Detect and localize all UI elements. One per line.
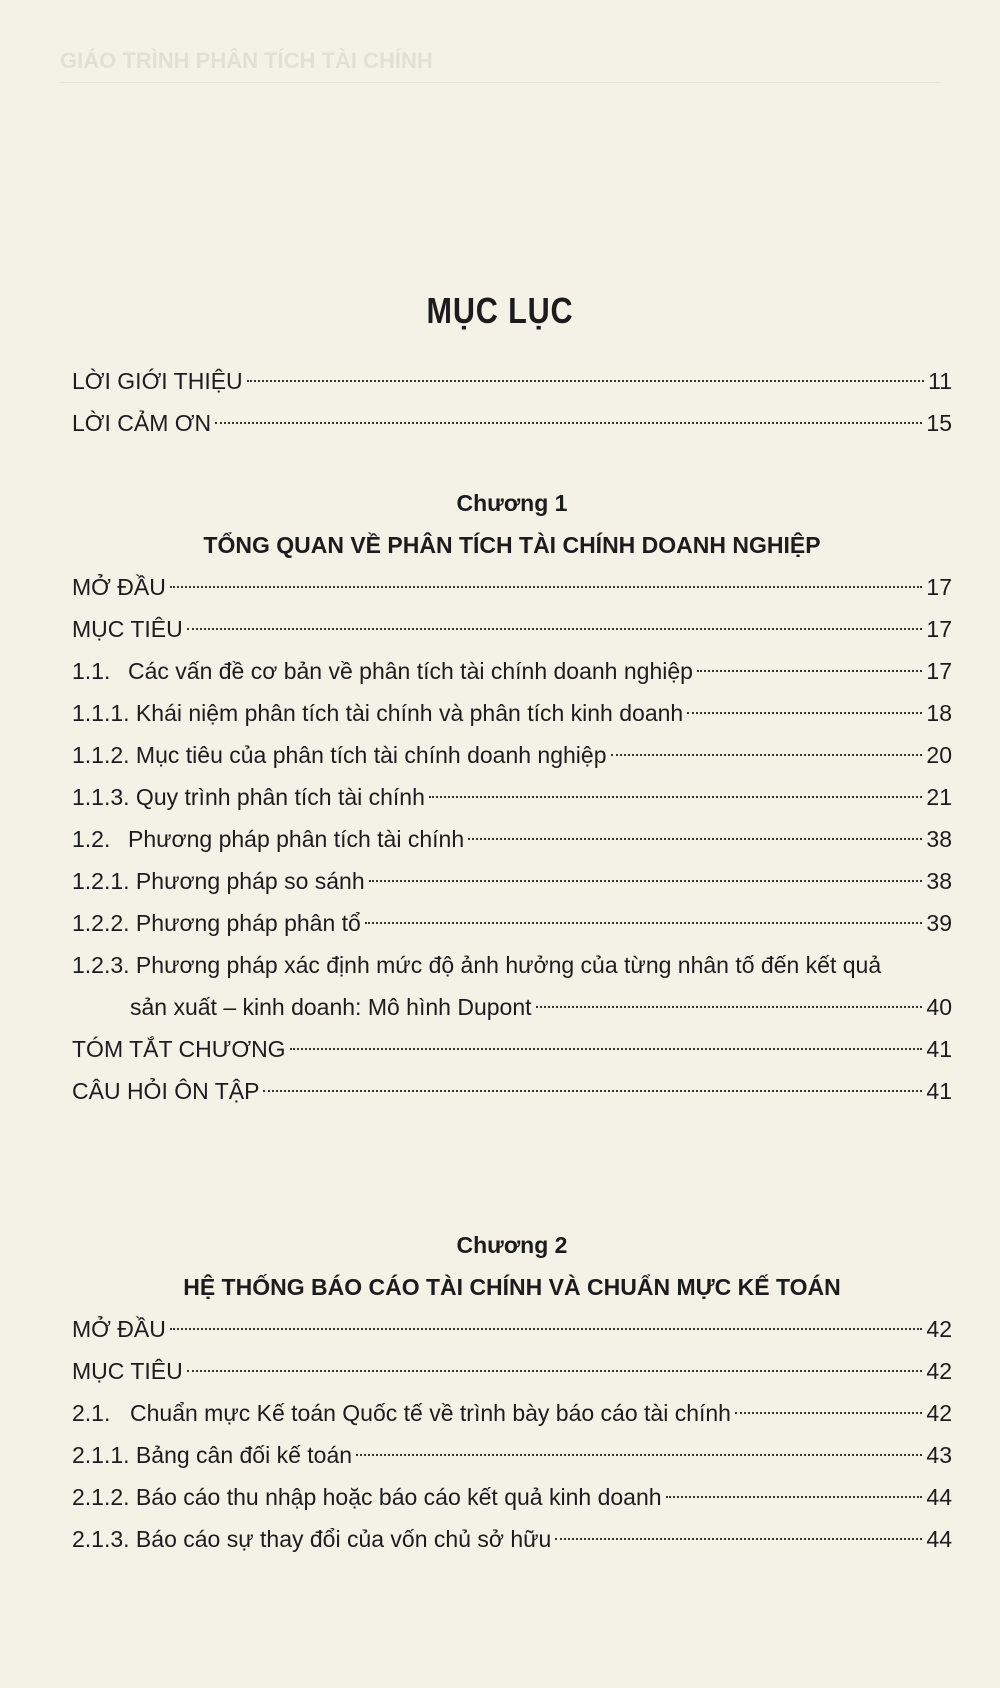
leader-dots xyxy=(735,1412,922,1414)
page-number: 11 xyxy=(928,368,952,394)
entry-text: MỞ ĐẦU xyxy=(72,574,166,600)
leader-dots xyxy=(369,880,923,882)
entry-text: TÓM TẮT CHƯƠNG xyxy=(72,1036,286,1062)
leader-dots xyxy=(187,628,923,630)
page-number: 40 xyxy=(926,994,952,1020)
toc-entry xyxy=(72,650,952,692)
toc-entry-line-1: 1.2.3. Phương pháp xác định mức độ ảnh hưởng của từng nhân tố đến kết quả xyxy=(72,952,882,978)
page-number: 17 xyxy=(926,616,952,642)
entry-text: CÂU HỎI ÔN TẬP xyxy=(72,1078,260,1104)
leader-dots xyxy=(468,838,922,840)
page-number: 41 xyxy=(926,1036,952,1062)
page-number: 42 xyxy=(926,1400,952,1426)
entry-text: 1.1.3. Quy trình phân tích tài chính xyxy=(72,784,425,810)
chapter-1 xyxy=(72,482,952,1112)
leader-dots xyxy=(429,796,923,798)
chapter-title: HỆ THỐNG BÁO CÁO TÀI CHÍNH VÀ CHUẨN MỰC KẾ TOÁN xyxy=(183,1274,841,1300)
page-number: 21 xyxy=(926,784,952,810)
leader-dots xyxy=(170,1328,923,1330)
page-number: 39 xyxy=(926,910,952,936)
entry-text: LỜI CẢM ƠN xyxy=(72,410,212,436)
entry-text: 2.1.3. Báo cáo sự thay đổi của vốn chủ sở hữu xyxy=(72,1526,552,1552)
entry-text: sản xuất – kinh doanh: Mô hình Dupont xyxy=(130,994,532,1020)
entry-text: LỜI GIỚI THIỆU xyxy=(72,368,243,394)
toc-entry xyxy=(72,1308,952,1350)
entry-text: 2.1.2. Báo cáo thu nhập hoặc báo cáo kết quả kinh doanh xyxy=(72,1484,662,1510)
page-number: 15 xyxy=(926,410,952,436)
page-number: 44 xyxy=(926,1526,952,1552)
toc-entry xyxy=(72,566,952,608)
toc-entry xyxy=(72,360,952,402)
toc-entry xyxy=(72,608,952,650)
page-number: 20 xyxy=(926,742,952,768)
leader-dots xyxy=(666,1496,923,1498)
entry-text: Phương pháp phân tích tài chính xyxy=(128,826,465,852)
leader-dots xyxy=(263,1090,922,1092)
section-number: 1.1. xyxy=(72,658,111,684)
page-number: 38 xyxy=(926,868,952,894)
toc-entry xyxy=(72,902,952,944)
page-title: MỤC LỤC xyxy=(426,290,574,331)
section-number: 1.2. xyxy=(72,826,111,852)
entry-text: MỤC TIÊU xyxy=(72,616,183,642)
toc-entry xyxy=(72,818,952,860)
section-number: 2.1. xyxy=(72,1400,111,1426)
bleed-through-header: GIÁO TRÌNH PHÂN TÍCH TÀI CHÍNH xyxy=(60,48,940,83)
chapter-2 xyxy=(72,1224,952,1560)
leader-dots xyxy=(187,1370,923,1372)
toc-entry xyxy=(72,1476,952,1518)
toc-entry xyxy=(72,986,952,1028)
toc-entry xyxy=(72,1392,952,1434)
toc-entry xyxy=(72,1518,952,1560)
entry-text: MỤC TIÊU xyxy=(72,1358,183,1384)
entry-text: Các vấn đề cơ bản về phân tích tài chính doanh nghiệp xyxy=(128,658,693,684)
entry-text: 1.1.1. Khái niệm phân tích tài chính và phân tích kinh doanh xyxy=(72,700,684,726)
leader-dots xyxy=(356,1454,922,1456)
entry-text: MỞ ĐẦU xyxy=(72,1316,166,1342)
page-number: 44 xyxy=(926,1484,952,1510)
toc-entry xyxy=(72,1350,952,1392)
leader-dots xyxy=(247,380,924,382)
leader-dots xyxy=(290,1048,923,1050)
page-number: 42 xyxy=(926,1316,952,1342)
toc-entry xyxy=(72,776,952,818)
toc-entry xyxy=(72,402,952,444)
page-number: 17 xyxy=(926,658,952,684)
toc-entry xyxy=(72,860,952,902)
toc-entry xyxy=(72,692,952,734)
leader-dots xyxy=(365,922,923,924)
page-number: 43 xyxy=(926,1442,952,1468)
page-number: 41 xyxy=(926,1078,952,1104)
leader-dots xyxy=(697,670,922,672)
page-number: 38 xyxy=(926,826,952,852)
chapter-title: TỔNG QUAN VỀ PHÂN TÍCH TÀI CHÍNH DOANH NGHIỆP xyxy=(203,532,821,558)
leader-dots xyxy=(611,754,923,756)
page-number: 42 xyxy=(926,1358,952,1384)
chapter-label: Chương 2 xyxy=(456,1232,568,1258)
page-number: 18 xyxy=(926,700,952,726)
leader-dots xyxy=(536,1006,923,1008)
page-number: 17 xyxy=(926,574,952,600)
entry-text: 1.1.2. Mục tiêu của phân tích tài chính doanh nghiệp xyxy=(72,742,607,768)
entry-text: 1.2.1. Phương pháp so sánh xyxy=(72,868,365,894)
entry-text: 1.2.2. Phương pháp phân tổ xyxy=(72,910,361,936)
chapter-label: Chương 1 xyxy=(456,490,568,516)
toc-entry xyxy=(72,1028,952,1070)
toc-entry xyxy=(72,1434,952,1476)
entry-text: Chuẩn mực Kế toán Quốc tế về trình bày báo cáo tài chính xyxy=(130,1400,731,1426)
entry-text: 2.1.1. Bảng cân đối kế toán xyxy=(72,1442,353,1468)
leader-dots xyxy=(687,712,922,714)
front-matter xyxy=(72,360,952,444)
toc-entry xyxy=(72,734,952,776)
leader-dots xyxy=(555,1538,922,1540)
leader-dots xyxy=(170,586,923,588)
leader-dots xyxy=(215,422,922,424)
toc-entry xyxy=(72,1070,952,1112)
